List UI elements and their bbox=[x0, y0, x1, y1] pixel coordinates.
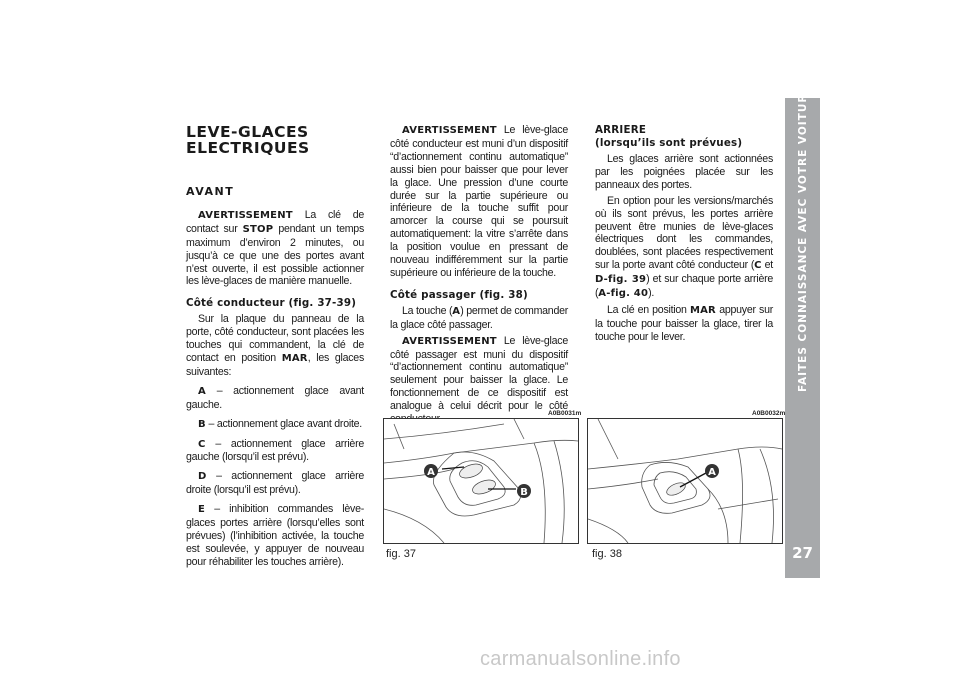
paragraph: AVERTISSEMENT Le lève-glace côté conducteur est muni d’un dispositif “d’actionnement continu automatique” aussi bien pour baisser que pour lever la glace. Une pression d’une courte durée sur la partie supérieure ou inférieure de la touche suffit pour amorcer la course qui se poursuit automatiquement: la vitre s’arrête dans la position voulue en pressant de nouveau indifféremment sur la partie supérieure ou inférieure de la touche. bbox=[390, 124, 568, 279]
label-a: A bbox=[427, 467, 435, 478]
column-1 bbox=[186, 124, 364, 569]
figure-38-image bbox=[587, 418, 783, 544]
paragraph: AVERTISSEMENT La clé de contact sur STOP pendant un temps maximum d’environ 2 minutes, ou jusqu’à ce que une des portes avant n’est ouverte, il est possible actionner les lève-glaces de manière manuelle. bbox=[186, 208, 364, 288]
label-a: A bbox=[708, 467, 716, 478]
page-title: LEVE-GLACES ELECTRIQUES bbox=[186, 123, 310, 157]
figure-caption: fig. 38 bbox=[592, 548, 622, 560]
section-heading-avant: AVANT bbox=[186, 185, 235, 198]
column-3 bbox=[595, 124, 773, 344]
paragraph: La clé en position MAR appuyer sur la touche pour baisser la glace, tirer la touche pour le lever. bbox=[595, 303, 773, 343]
paragraph: Les glaces arrière sont actionnées par les poignées placée sur les panneaux des portes. bbox=[595, 153, 773, 191]
list-item: C – actionnement glace arrière gauche (lorsqu’il est prévu). bbox=[186, 437, 364, 464]
door-switch-illustration bbox=[588, 419, 782, 543]
paragraph: En option pour les versions/marchés où ils sont prévus, les portes arrière peuvent être munies de lève-glaces électriques dont les commandes, doublées, sont placées respectivement sur la porte avant côté conducteur (C et D-fig. 39) et sur chaque porte arrière (A-fig. 40). bbox=[595, 194, 773, 300]
figure-code: A0B0032m bbox=[752, 410, 786, 417]
subheading-arriere: ARRIERE (lorsqu’ils sont prévues) bbox=[595, 124, 743, 149]
page-number: 27 bbox=[792, 544, 813, 562]
label-b: B bbox=[520, 487, 528, 498]
list-item: A – actionnement glace avant gauche. bbox=[186, 384, 364, 411]
figure-code: A0B0031m bbox=[548, 410, 582, 417]
subheading-passager: Côté passager (fig. 38) bbox=[390, 288, 528, 301]
figure-37-image bbox=[383, 418, 579, 544]
list-item: E – inhibition commandes lève-glaces portes arrière (lorsqu’elles sont prévues) (l’inhibition activée, la touche est soulevée, y appuyer de nouveau pour réhabiliter les touches arrière). bbox=[186, 503, 364, 568]
figure-caption: fig. 37 bbox=[386, 548, 416, 560]
list-item: D – actionnement glace arrière droite (lorsqu’il est prévu). bbox=[186, 470, 364, 497]
subheading-conducteur: Côté conducteur (fig. 37-39) bbox=[186, 297, 357, 310]
watermark: carmanualsonline.info bbox=[480, 648, 681, 670]
paragraph: La touche (A) permet de commander la glace côté passager. bbox=[390, 304, 569, 331]
list-item: B – actionnement glace avant droite. bbox=[198, 417, 362, 430]
paragraph: Sur la plaque du panneau de la porte, côté conducteur, sont placées les touches qui commandent, la clé de contact en position MAR, les glaces suivantes: bbox=[186, 313, 364, 378]
paragraph: AVERTISSEMENT Le lève-glace côté passager est muni du dispositif “d’actionnement continu automatique” seulement pour baisser la glace. Le fonctionnement de ce dispositif est analogue à celui décrit pour le côté bbox=[390, 334, 568, 413]
column-2 bbox=[390, 124, 568, 426]
chapter-title: FAITES CONNAISSANCE AVEC VOTRE VOITURE bbox=[797, 85, 809, 392]
door-switch-illustration bbox=[384, 419, 578, 543]
